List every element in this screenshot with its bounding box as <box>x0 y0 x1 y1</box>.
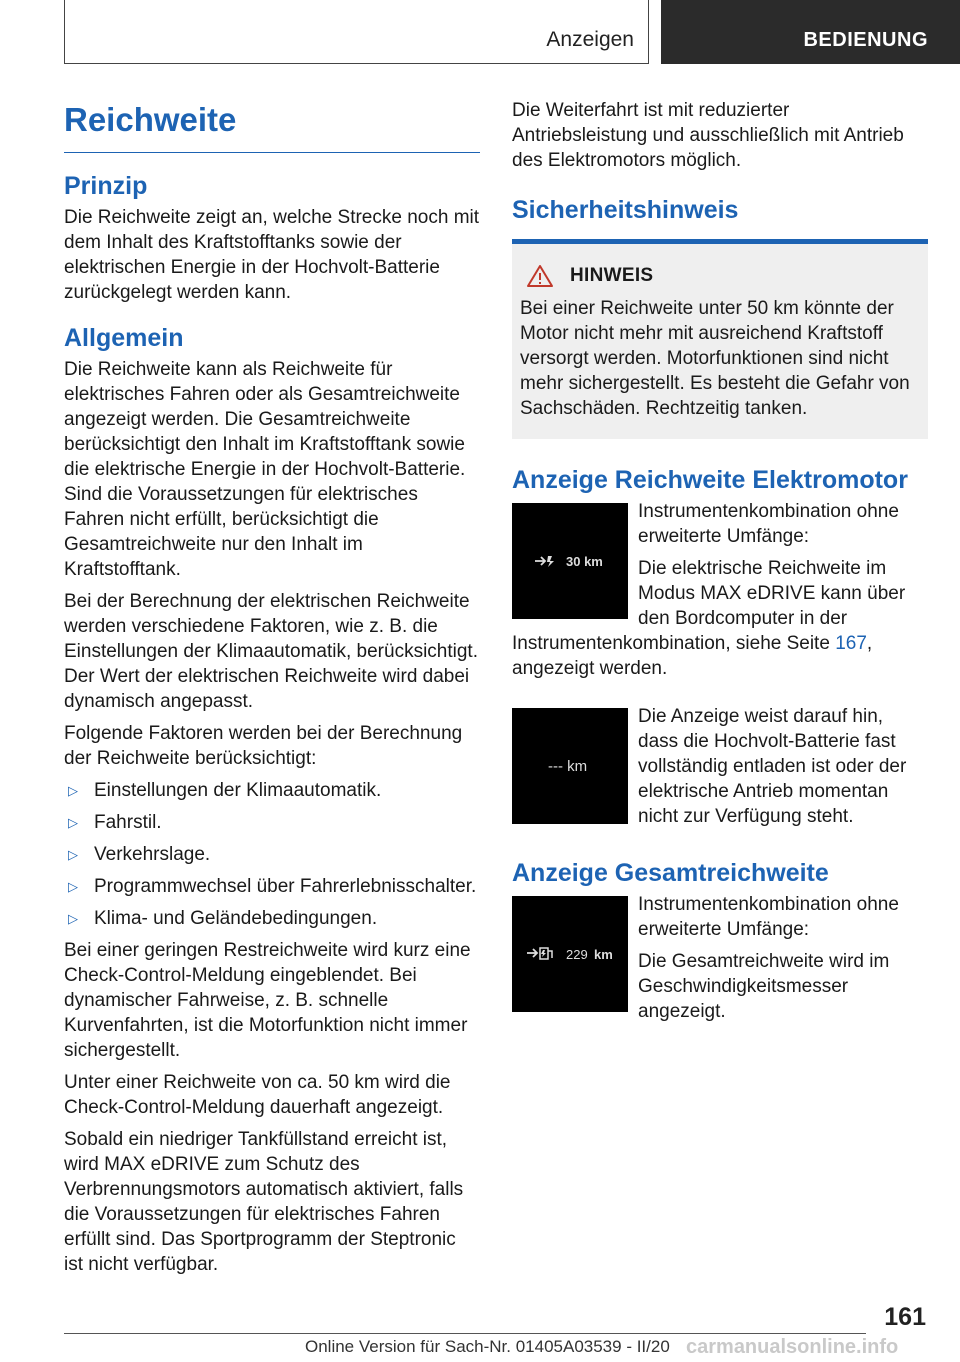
figure-row-gesamt <box>512 892 928 1031</box>
right-column <box>512 98 928 1031</box>
triangle-bullet-icon: ▷ <box>68 847 78 862</box>
page-reference-link[interactable]: 167 <box>835 633 867 654</box>
paragraph-allgemein-1: Die Reichweite kann als Reichweite für elektrisches Fahren oder als Gesamtreichweite angezeigt werden. Die Gesamtreichweite berücksichtigt den Inhalt im Kraftstofftank sowie die elektrische Energie in der Hochvolt-Batterie. Sind die Voraussetzungen für elektrisches Fahren nicht erfüllt, berücksichtigt die Gesamtreichweite nur den Inhalt im Kraftstofftank. <box>64 359 466 580</box>
paragraph-elektro-1: Instrumentenkombination ohne erweiterte Umfänge: <box>638 501 899 547</box>
notice-text: Bei einer Reichweite unter 50 km könnte der Motor nicht mehr mit ausreichend Kraftstoff versorgt werden. Motorfunktionen sind nicht mehr sichergestellt. Es besteht die Gefahr von Sachschäden. Rechtzeitig tanken. <box>520 298 910 419</box>
list-item-text: Programmwechsel über Fahrerlebnisschalter. <box>94 876 477 897</box>
header-chapter-label: BEDIENUNG <box>803 29 928 51</box>
display-image-total-range <box>512 896 628 1012</box>
heading-sicherheitshinweis: Sicherheitshinweis <box>512 196 739 224</box>
triangle-bullet-icon: ▷ <box>68 879 78 894</box>
list-item-text: Verkehrslage. <box>94 844 211 865</box>
heading-allgemein: Allgemein <box>64 324 184 352</box>
hybrid-range-icon <box>526 944 556 962</box>
paragraph-allgemein-5: Unter einer Reichweite von ca. 50 km wird die Check-Control-Meldung dauerhaft angezeigt. <box>64 1072 451 1118</box>
heading-anzeige-gesamtreichweite: Anzeige Gesamtreichweite <box>512 859 829 887</box>
paragraph-gesamt-2: Die Gesamtreichweite wird im Geschwindigkeitsmesser angezeigt. <box>638 951 890 1022</box>
paragraph-elektro-3: Die Anzeige weist darauf hin, dass die Hochvolt-Batterie fast vollständig entladen ist oder der elektrische Antrieb momentan nicht zur Verfügung steht. <box>638 706 907 827</box>
warning-triangle-icon <box>526 264 554 288</box>
paragraph-allgemein-6: Sobald ein niedriger Tankfüllstand erreicht ist, wird MAX eDRIVE zum Schutz des Verbrennungsmotors automatisch aktiviert, falls die Voraussetzungen für elektrisches Fahren erfüllt sind. Das Sportprogramm der Steptronic ist nicht verfügbar. <box>64 1129 464 1275</box>
figure-row-elektro-2 <box>512 704 928 836</box>
electric-drive-icon <box>534 553 556 569</box>
list-item-text: Fahrstil. <box>94 812 162 833</box>
left-column <box>64 98 480 1284</box>
header-section-tab <box>64 0 649 64</box>
page-number: 161 <box>884 1303 926 1331</box>
list-item <box>64 810 480 835</box>
paragraph-allgemein-3: Folgende Faktoren werden bei der Berechnung der Reichweite berücksichtigt: <box>64 723 463 769</box>
heading-prinzip: Prinzip <box>64 172 148 200</box>
paragraph-prinzip: Die Reichweite zeigt an, welche Strecke noch mit dem Inhalt des Kraftstofftanks sowie der elektrischen Energie in der Hochvolt-Batterie zurückgelegt werden kann. <box>64 207 480 303</box>
notice-label: HINWEIS <box>570 265 654 286</box>
paragraph-gesamt-1: Instrumentenkombination ohne erweiterte Umfänge: <box>638 894 899 940</box>
display-image-no-range <box>512 708 628 824</box>
watermark: carmanualsonline.info <box>686 1336 899 1358</box>
list-item <box>64 778 480 803</box>
triangle-bullet-icon: ▷ <box>68 815 78 830</box>
footer-online-version: Online Version für Sach-Nr. 01405A03539 - II/20 <box>305 1337 670 1356</box>
figure-row-elektro <box>512 499 928 688</box>
heading-anzeige-elektromotor: Anzeige Reichweite Elektromotor <box>512 466 908 494</box>
footer-divider <box>64 1333 866 1334</box>
page-title: Reichweite <box>64 98 480 153</box>
triangle-bullet-icon: ▷ <box>68 911 78 926</box>
notice-header <box>520 264 920 288</box>
paragraph-allgemein-4: Bei einer geringen Restreichweite wird kurz eine Check-Control-Meldung eingeblendet. Bei dynamischer Fahrweise, z. B. schnelle Kurvenfahrten, ist die Motorfunktion nicht immer sichergestellt. <box>64 940 471 1061</box>
triangle-bullet-icon: ▷ <box>68 783 78 798</box>
list-item-text: Klima- und Geländebedingungen. <box>94 908 378 929</box>
notice-box <box>512 244 928 439</box>
display-range-value: 30 km <box>566 554 603 569</box>
paragraph-continuation: Die Weiterfahrt ist mit reduzierter Antriebsleistung und ausschließlich mit Antrieb des Elektromotors möglich. <box>512 100 904 171</box>
display-total-range-unit: km <box>594 947 613 962</box>
paragraph-elektro-2-pre: Die elektrische Reichweite im Modus MAX eDRIVE kann über den Bordcomputer in der Instrumentenkombination, siehe Seite <box>512 558 906 654</box>
display-image-electric-range <box>512 503 628 619</box>
factor-list <box>64 778 480 931</box>
paragraph-elektro-2-post: , angezeigt werden. <box>512 633 873 679</box>
list-item <box>64 874 480 899</box>
list-item <box>64 906 480 931</box>
paragraph-allgemein-2: Bei der Berechnung der elektrischen Reichweite werden verschiedene Faktoren, wie z. B. die Einstellungen der Klimaautomatik, berücksichtigt. Der Wert der elektrischen Reichweite wird dabei dynamisch angepasst. <box>64 591 478 712</box>
display-total-range-number: 229 <box>566 947 588 962</box>
header-section-label: Anzeigen <box>546 28 634 51</box>
display-no-range-value: --- km <box>548 758 588 775</box>
header-chapter-tab <box>661 0 960 64</box>
list-item <box>64 842 480 867</box>
list-item-text: Einstellungen der Klimaautomatik. <box>94 780 382 801</box>
